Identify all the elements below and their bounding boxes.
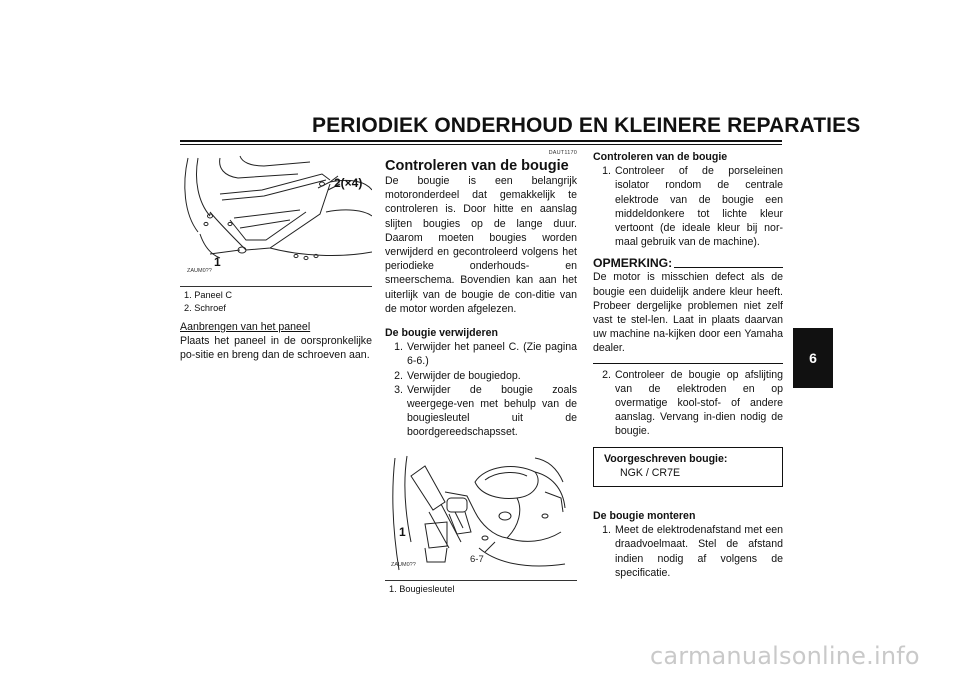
page-title: PERIODIEK ONDERHOUD EN KLEINERE REPARATIES: [312, 114, 861, 137]
note-text: De motor is misschien defect als de bougie een duidelijk andere kleur heeft. Probeer dergelijke problemen niet zelf vast te stel-len. Laat in plaats daarvan uw machine na-kijken door een Yamaha dealer.: [593, 271, 783, 355]
header-rule: [180, 140, 782, 142]
column-middle: [385, 150, 577, 597]
panel-illustration: [180, 154, 372, 282]
callout-1: 1: [399, 524, 406, 539]
subheading-install: De bougie monteren: [593, 510, 696, 523]
note-end-rule: [593, 356, 783, 364]
subheading-remove: De bougie verwijderen: [385, 327, 499, 340]
chapter-tab[interactable]: 6: [793, 328, 833, 388]
figure-code: ZAUM0??: [187, 268, 212, 274]
note-label: OPMERKING:: [593, 256, 673, 271]
section-code: DAUT1170: [548, 150, 577, 156]
header-rule-thin: [180, 144, 782, 145]
watermark[interactable]: carmanualsonline.info: [650, 642, 920, 670]
list-item: 2. Controleer de bougie op afslijting van de elektroden en op overmatige kool-stof- of andere aanslag. Vervang in-dien nodig de bougie.: [602, 368, 783, 438]
column-left: [180, 154, 372, 363]
intro-paragraph: De bougie is een belangrijk motoronderdeel dat gemakkelijk te controleren is. Door hitte en aanslag slijten bougies op de lange duur. Daarom moeten bougies worden verwijderd en gecontroleerd volgens het periodieke onderhouds- en smeerschema. Bovendien kan aan het uiterlijk van de bougie de con-ditie van de motor worden afgelezen.: [385, 175, 577, 315]
spec-label: Voorgeschreven bougie:: [604, 452, 728, 465]
callout-2: 2(×4): [334, 176, 363, 190]
callout-1: 1: [214, 255, 221, 269]
list-item: 1. Verwijder het paneel C. (Zie pagina 6-6.): [394, 341, 577, 368]
note-heading: [593, 257, 783, 270]
caption-line-1: 1. Bougiesleutel: [389, 583, 455, 594]
check-steps-2: [593, 368, 783, 439]
paragraph-install-panel: Plaats het paneel in de oorspronkelijke po-sitie en breng dan de schroeven aan.: [180, 335, 372, 362]
list-item: 3. Verwijder de bougie zoals weergege-ven met behulp van de bougiesleutel uit de boordgereedschapsset.: [394, 383, 577, 439]
list-item: 1. Controleer of de porseleinen isolator rondom de centrale elektrode van de bougie een middeldonkere tot lichte kleur vertoont (de ideale kleur bij nor-maal gebruik van de machine).: [602, 165, 783, 249]
figure-panel-c: [180, 154, 372, 316]
section-heading: Controleren van de bougie: [385, 158, 569, 174]
page-number: 6-7: [470, 554, 484, 565]
column-right: [593, 150, 783, 580]
spec-box: [593, 447, 783, 487]
install-steps: [593, 523, 783, 580]
check-steps: [593, 164, 783, 249]
remove-steps: [385, 340, 577, 439]
list-item: 2. Verwijder de bougiedop.: [394, 369, 521, 382]
figure-code: ZAUM0??: [391, 561, 416, 568]
subheading-install-panel: Aanbrengen van het paneel: [180, 321, 311, 333]
subheading-check: Controleren van de bougie: [593, 151, 728, 163]
caption-line-1: 1. Paneel C: [184, 290, 233, 300]
caption-line-2: 2. Schroef: [184, 302, 226, 313]
figure-caption: [180, 286, 372, 316]
list-item: 1. Meet de elektrodenafstand met een draadvoelmaat. Stel de afstand indien nodig af volgens de specificatie.: [602, 524, 783, 579]
spec-value: NGK / CR7E: [620, 466, 681, 479]
figure-spark-plug-wrench: [385, 452, 577, 598]
figure-caption: [385, 580, 577, 598]
